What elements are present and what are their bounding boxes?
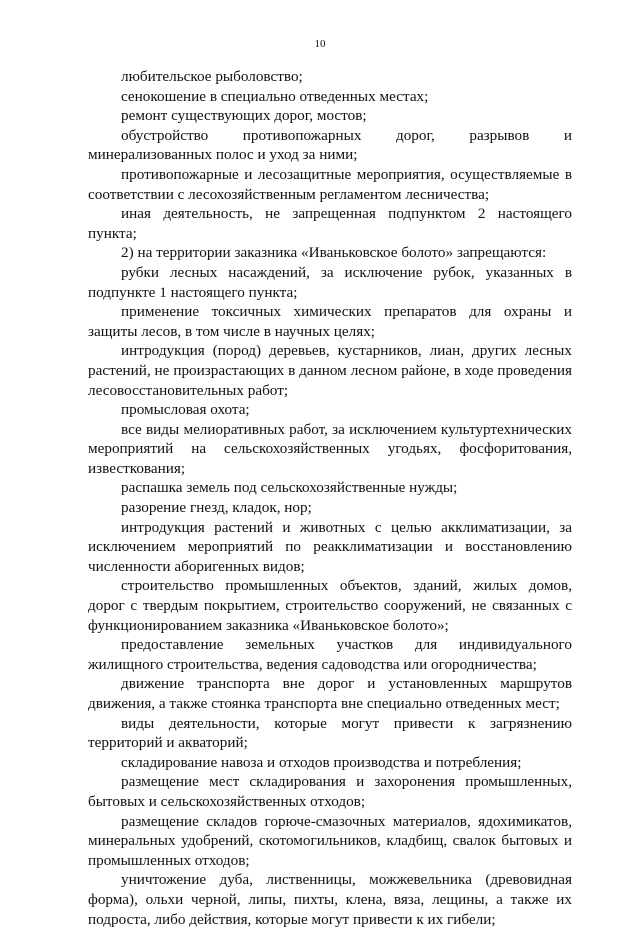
paragraph: размещение складов горюче-смазочных материалов, ядохимикатов, минеральных удобрений, скотомогильников, кладбищ, свалок бытовых и промышленных отходов; <box>88 812 572 869</box>
paragraph: иная деятельность, не запрещенная подпунктом 2 настоящего пункта; <box>88 205 572 242</box>
paragraph: предоставление земельных участков для индивидуального жилищного строительства, ведения садоводства или огородничества; <box>88 636 572 673</box>
paragraph: промысловая охота; <box>121 401 250 419</box>
paragraph: ремонт существующих дорог, мостов; <box>121 107 367 125</box>
paragraph: любительское рыболовство; <box>121 68 303 85</box>
paragraph: размещение мест складирования и захоронения промышленных, бытовых и сельскохозяйственных отходов; <box>88 773 572 810</box>
paragraph: сенокошение в специально отведенных местах; <box>121 87 429 105</box>
paragraph: уничтожение дуба, лиственницы, можжевельника (древовидная форма), ольхи черной, липы, пихты, клена, вяза, лещины, а также их подроста, либо действия, которые могут привести к их гибели; <box>88 871 572 928</box>
paragraph: разорение гнезд, кладок, нор; <box>121 499 312 517</box>
paragraph: распашка земель под сельскохозяйственные нужды; <box>121 479 458 497</box>
paragraph: строительство промышленных объектов, зданий, жилых домов, дорог с твердым покрытием, строительство сооружений, не связанных с функционированием заказника «Иваньковское болото»; <box>88 577 572 634</box>
paragraph: противопожарные и лесозащитные мероприятия, осуществляемые в соответствии с лесохозяйственным регламентом лесничества; <box>88 165 572 203</box>
paragraph: все виды мелиоративных работ, за исключением культуртехнических мероприятий на сельскохозяйственных угодьях, фосфоритования, известкования; <box>88 420 572 477</box>
body-text <box>88 67 572 929</box>
paragraph: применение токсичных химических препаратов для охраны и защиты лесов, в том числе в научных целях; <box>88 303 572 340</box>
paragraph: складирование навоза и отходов производства и потребления; <box>121 753 522 771</box>
paragraph: рубки лесных насаждений, за исключение рубок, указанных в подпункте 1 настоящего пункта; <box>88 263 572 301</box>
paragraph: движение транспорта вне дорог и установленных маршрутов движения, а также стоянка транспорта вне специально отведенных мест; <box>88 675 572 712</box>
paragraph: виды деятельности, которые могут привести к загрязнению территорий и акваторий; <box>88 714 572 752</box>
paragraph: интродукция (пород) деревьев, кустарников, лиан, других лесных растений, не произрастающих в данном лесном районе, в ходе проведения лесовосстановительных работ; <box>88 342 572 399</box>
paragraph: обустройство противопожарных дорог, разрывов и минерализованных полос и уход за ними; <box>88 126 572 164</box>
paragraph: интродукция растений и животных с целью акклиматизации, за исключением мероприятий по реакклиматизации и восстановлению численности аборигенных видов; <box>88 518 572 575</box>
paragraph: 2) на территории заказника «Иваньковское болото» запрещаются: <box>121 244 547 262</box>
page-number: 10 <box>314 38 326 50</box>
